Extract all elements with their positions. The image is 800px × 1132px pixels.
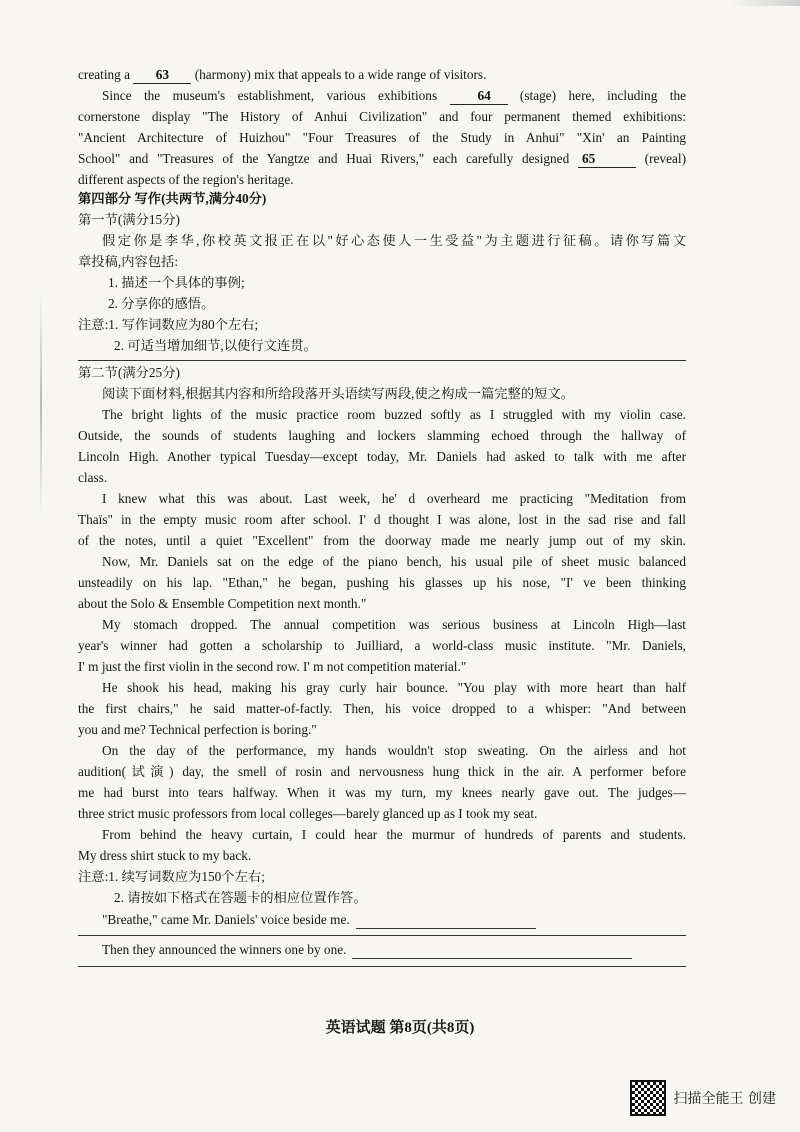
answer-line <box>356 916 536 929</box>
blank-63: 63 <box>133 67 191 84</box>
passage-line: The bright lights of the music practice room buzzed softly as I struggled with my violin case. <box>102 407 686 422</box>
cloze-line-64: Since the museum's establishment, various exhibitions 64 (stage) here, including the <box>102 88 686 103</box>
task-one-note: 2. 可适当增加细节,以使行文连贯。 <box>114 338 317 353</box>
section-one-heading: 第一节(满分15分) <box>78 212 180 227</box>
part-four-heading: 第四部分 写作(共两节,满分40分) <box>78 191 267 206</box>
passage-line: audition(试演) day, the smell of rosin and nervousness hung thick in the air. A performer before <box>78 764 686 779</box>
passage-line: Thaïs" in the empty music room after school. I' d thought I was alone, lost in the sad rise and fall <box>78 512 686 527</box>
passage-line: class. <box>78 470 108 485</box>
scan-margin-shadow <box>40 290 42 520</box>
task-one-prompt: 章投稿,内容包括: <box>78 254 179 269</box>
scan-edge-shade <box>730 0 800 6</box>
passage-line: He shook his head, making his gray curly hair bounce. "You play with more heart than half <box>102 680 686 695</box>
cloze-line: different aspects of the region's heritage. <box>78 172 294 187</box>
passage-line: From behind the heavy curtain, I could hear the murmur of hundreds of parents and students. <box>102 827 686 842</box>
section-divider <box>78 360 686 361</box>
continuation-start-1: "Breathe," came Mr. Daniels' voice beside me. <box>78 911 686 929</box>
passage-line: Now, Mr. Daniels sat on the edge of the piano bench, his usual pile of sheet music balanced <box>102 554 686 569</box>
blank-65: 65 <box>578 151 636 168</box>
passage-line: unsteadily on his lap. "Ethan," he began, pushing his glasses up his nose, "I' ve been thinking <box>78 575 686 590</box>
passage-line: I' m just the first violin in the second row. I' m not competition material." <box>78 659 467 674</box>
passage-line: of the notes, until a quiet "Excellent" from the doorway made me nearly jump out of my skin. <box>78 533 686 548</box>
qr-code-icon <box>630 1080 666 1116</box>
passage-line: about the Solo & Ensemble Competition next month." <box>78 596 367 611</box>
page-footer: 英语试题 第8页(共8页) <box>325 1020 475 1036</box>
task-one-prompt: 假定你是李华,你校英文报正在以"好心态使人一生受益"为主题进行征稿。请你写篇文 <box>102 233 686 248</box>
task-two-note: 注意:1. 续写词数应为150个左右; <box>78 869 265 884</box>
cloze-line-63: creating a 63 (harmony) mix that appeals to a wide range of visitors. <box>78 67 487 82</box>
blank-64: 64 <box>450 88 508 105</box>
passage-line: Lincoln High. Another typical Tuesday—except today, Mr. Daniels had asked to talk with me after <box>78 449 686 464</box>
answer-line <box>352 946 632 959</box>
passage-line: you and me? Technical perfection is boring." <box>78 722 317 737</box>
scanner-watermark: 扫描全能王 创建 <box>630 1080 776 1116</box>
task-two-instruction: 阅读下面材料,根据其内容和所给段落开头语续写两段,使之构成一篇完整的短文。 <box>102 386 575 401</box>
passage-line: me had burst into tears halfway. When it was my turn, my knees nearly gave out. The judges— <box>78 785 686 800</box>
section-two-heading: 第二节(满分25分) <box>78 365 180 380</box>
task-one-note: 注意:1. 写作词数应为80个左右; <box>78 317 259 332</box>
task-one-item: 2. 分享你的感悟。 <box>108 296 215 311</box>
passage-line: My stomach dropped. The annual competition was serious business at Lincoln High—last <box>102 617 686 632</box>
passage-line: Outside, the sounds of students laughing and lockers slamming echoed through the hallway of <box>78 428 686 443</box>
answer-line <box>78 966 686 967</box>
cloze-line: cornerstone display "The History of Anhui Civilization" and four permanent themed exhibitions: <box>78 109 686 124</box>
continuation-start-2: Then they announced the winners one by one. <box>78 941 686 959</box>
cloze-line-65: School" and "Treasures of the Yangtze and Huai Rivers," each carefully designed 65 (reveal) <box>78 151 686 166</box>
task-two-note: 2. 请按如下格式在答题卡的相应位置作答。 <box>114 890 367 905</box>
passage-line: My dress shirt stuck to my back. <box>78 848 252 863</box>
cloze-line: "Ancient Architecture of Huizhou" "Four Treasures of the Study in Anhui" "Xin' an Painting <box>78 130 686 145</box>
passage-line: On the day of the performance, my hands wouldn't stop sweating. On the airless and hot <box>102 743 686 758</box>
answer-line <box>78 935 686 936</box>
passage-line: the first chairs," he said matter-of-factly. Then, his voice dropped to a whisper: "And between <box>78 701 686 716</box>
passage-line: I knew what this was about. Last week, he' d overheard me practicing "Meditation from <box>102 491 686 506</box>
passage-line: year's winner had gotten a scholarship to Juilliard, a world-class music institute. "Mr. Daniels, <box>78 638 686 653</box>
passage-line: three strict music professors from local colleges—barely glanced up as I took my seat. <box>78 806 538 821</box>
task-one-item: 1. 描述一个具体的事例; <box>108 275 245 290</box>
